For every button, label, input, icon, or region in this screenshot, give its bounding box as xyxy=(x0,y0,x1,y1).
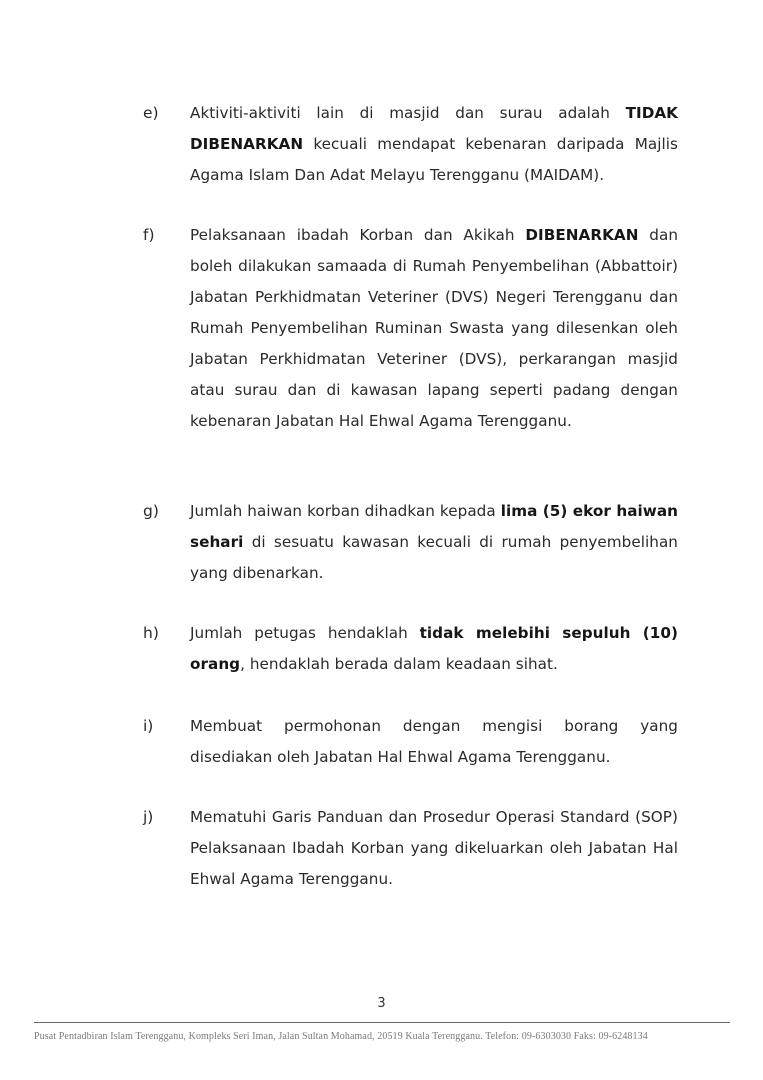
item-text xyxy=(190,802,678,895)
footer-divider xyxy=(34,1022,730,1023)
text-segment: Mematuhi Garis Panduan dan Prosedur Operasi Standard (SOP) Pelaksanaan Ibadah Korban yang dikeluarkan oleh Jabatan Hal Ehwal Agama Terengganu. xyxy=(190,808,678,888)
item-marker: f) xyxy=(143,226,155,244)
text-segment: dan boleh dilakukan samaada di Rumah Penyembelihan (Abbattoir) Jabatan Perkhidmatan Veteriner (DVS) Negeri Terengganu dan Rumah Penyembelihan Ruminan Swasta yang dilesenkan oleh Jabatan Perkhidmatan Veteriner (DVS), perkarangan masjid atau surau dan di kawasan lapang seperti padang dengan kebenaran Jabatan Hal Ehwal Agama Terengganu. xyxy=(190,226,678,430)
text-segment: Jumlah haiwan korban dihadkan kepada xyxy=(190,502,501,520)
bold-text-segment: tidak melebihi sepuluh (10) orang xyxy=(190,624,679,673)
item-marker: h) xyxy=(143,624,159,642)
item-text xyxy=(190,711,678,773)
bold-text-segment: DIBENARKAN xyxy=(525,226,639,244)
text-segment: kecuali mendapat kebenaran daripada Majlis Agama Islam Dan Adat Melayu Terengganu (MAIDAM). xyxy=(190,135,678,184)
text-segment: Aktiviti-aktiviti lain di masjid dan surau adalah xyxy=(190,104,626,122)
text-segment: Jumlah petugas hendaklah xyxy=(190,624,420,642)
footer-address: Pusat Pentadbiran Islam Terengganu, Kompleks Seri Iman, Jalan Sultan Mohamad, 20519 Kuala Terengganu. Telefon: 09-6303030 Faks: 09-6248134 xyxy=(34,1031,648,1042)
text-segment: Membuat permohonan dengan mengisi borang yang disediakan oleh Jabatan Hal Ehwal Agama Terengganu. xyxy=(190,717,678,766)
text-segment: , hendaklah berada dalam keadaan sihat. xyxy=(240,655,558,673)
item-text xyxy=(190,220,678,437)
text-segment: di sesuatu kawasan kecuali di rumah penyembelihan yang dibenarkan. xyxy=(190,533,678,582)
item-marker: g) xyxy=(143,502,159,520)
item-marker: i) xyxy=(143,717,154,735)
item-text xyxy=(190,98,678,191)
item-marker: j) xyxy=(143,808,154,826)
bold-text-segment: lima (5) ekor haiwan sehari xyxy=(190,502,678,551)
item-text xyxy=(190,618,678,680)
page-number: 3 xyxy=(377,996,386,1011)
bold-text-segment: TIDAK DIBENARKAN xyxy=(190,104,678,153)
item-marker: e) xyxy=(143,104,159,122)
item-text xyxy=(190,496,678,589)
text-segment: Pelaksanaan ibadah Korban dan Akikah xyxy=(190,226,526,244)
